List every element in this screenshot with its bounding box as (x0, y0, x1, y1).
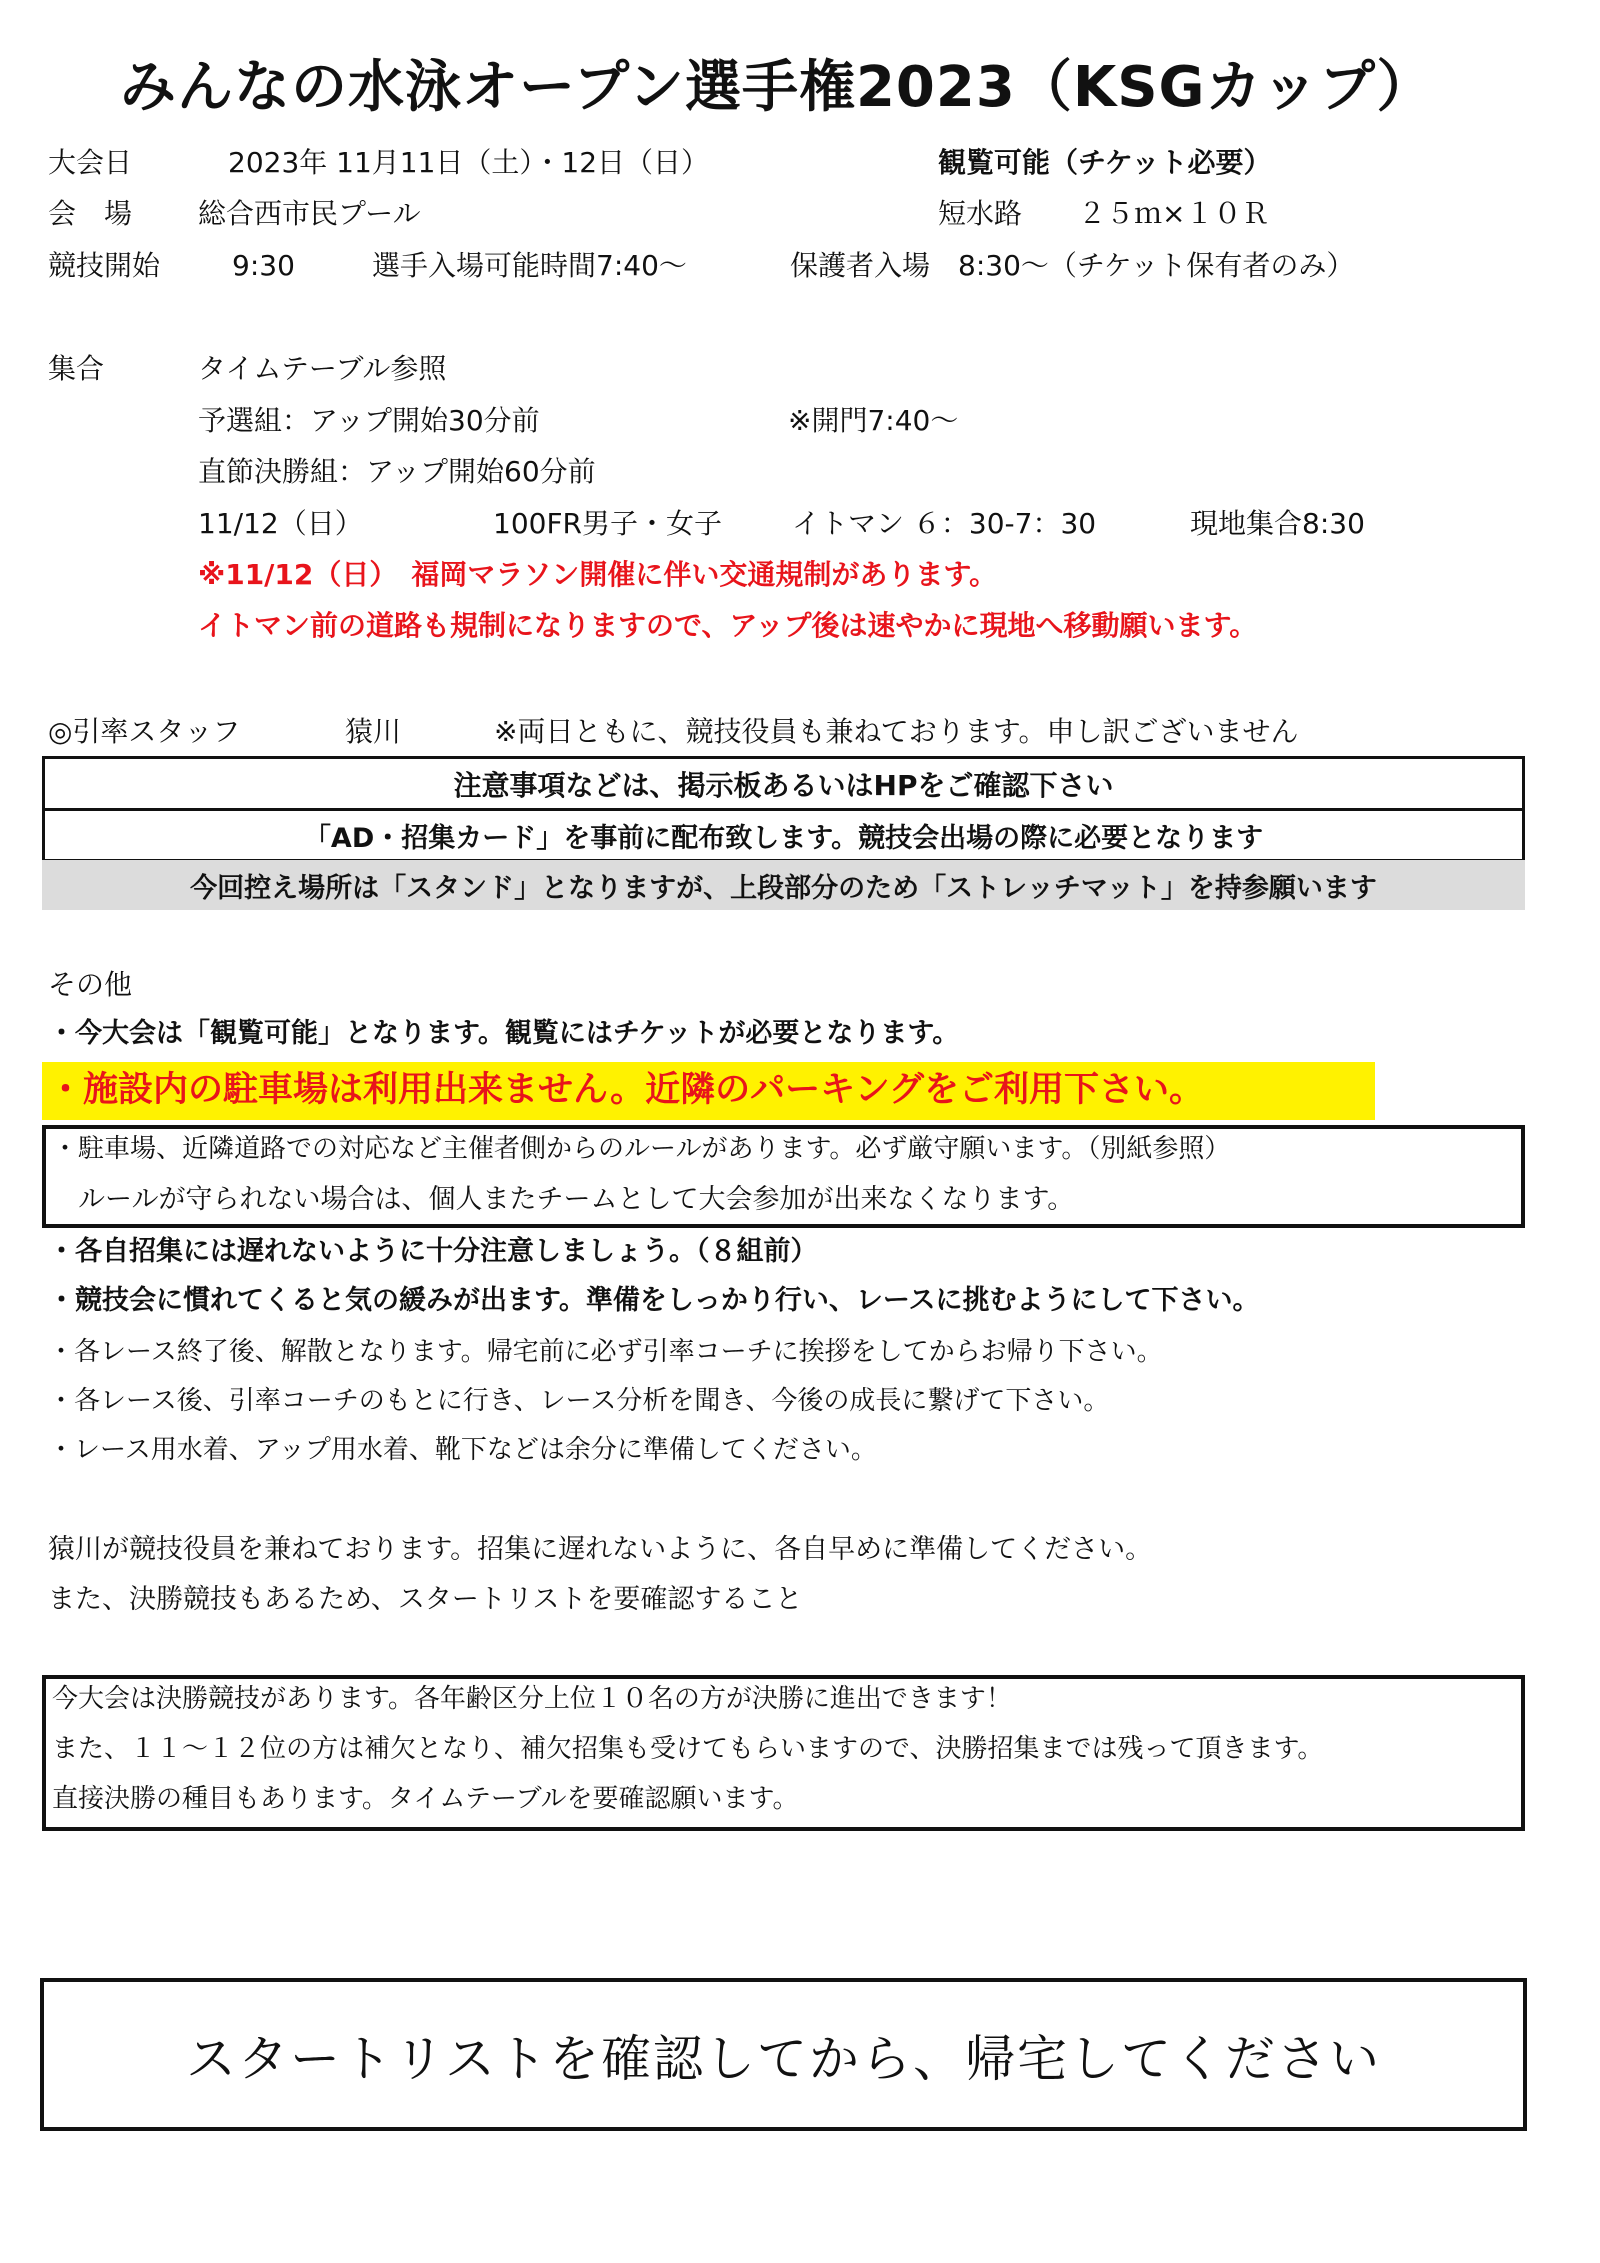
other-item-4: ・各レース後、引率コーチのもとに行き、レース分析を聞き、今後の成長に繋げて下さい。 (48, 1386, 1110, 1416)
traffic-warning-1: ※11/12（日） 福岡マラソン開催に伴い交通規制があります。 (198, 558, 998, 591)
date-value: 2023年 11月11日（土）・12日（日） (228, 146, 710, 179)
other-item-2: ・競技会に慣れてくると気の緩みが出ます。準備をしっかり行い、レースに挑むようにして下さい。 (48, 1285, 1260, 1316)
staff-name: 猿川 (345, 715, 402, 748)
staff-note: ※両日ともに、競技役員も兼ねております。申し訳ございません (494, 715, 1299, 748)
closing-line-1: 猿川が競技役員を兼ねております。招集に遅れないように、各自早めに準備してください。 (48, 1534, 1153, 1565)
closing-line-2: また、決勝競技もあるため、スタートリストを要確認すること (48, 1584, 803, 1615)
start-time: 9:30 (232, 249, 295, 282)
gate-open-time: ※開門7:40～ (788, 404, 959, 437)
venue-label: 会 場 (48, 197, 133, 230)
assembly-label: 集合 (48, 352, 105, 385)
other-item-1: ・各自招集には遅れないように十分注意しましょう。（８組前） (48, 1236, 818, 1267)
other-item-3: ・各レース終了後、解散となります。帰宅前に必ず引率コーチに挨拶をしてからお帰り下さい。 (48, 1337, 1163, 1367)
venue-value: 総合西市民プール (198, 197, 421, 230)
staff-label: ◎引率スタッフ (48, 715, 241, 748)
day12-itoman: イトマン ６：30-7：30 (792, 507, 1097, 540)
course-info: 短水路 ２５ｍ×１０Ｒ (938, 197, 1270, 230)
traffic-warning-2: イトマン前の道路も規制になりますので、アップ後は速やかに現地へ移動願います。 (198, 609, 1258, 642)
document-title: みんなの水泳オープン選手権2023（KSGカップ） (120, 55, 1434, 120)
finals-line-3: 直接決勝の種目もあります。タイムテーブルを要確認願います。 (52, 1784, 799, 1814)
date-label: 大会日 (48, 146, 133, 179)
notice-ad-card: 「AD・招集カード」を事前に配布致します。競技会出場の際に必要となります (42, 808, 1525, 862)
other-parking: ・施設内の駐車場は利用出来ません。近隣のパーキングをご利用下さい。 (48, 1070, 1205, 1110)
day12-meet: 現地集合8:30 (1190, 507, 1365, 540)
assembly-prelim: 予選組：アップ開始30分前 (198, 404, 540, 437)
other-item-5: ・レース用水着、アップ用水着、靴下などは余分に準備してください。 (48, 1435, 877, 1465)
athlete-entry-time: 選手入場可能時間7:40～ (372, 249, 687, 282)
other-label: その他 (48, 968, 133, 1001)
start-label: 競技開始 (48, 249, 161, 282)
notice-bulletin: 注意事項などは、掲示板あるいはHPをご確認下さい (42, 756, 1525, 811)
day12-label: 11/12（日） (198, 507, 363, 540)
other-viewing: ・今大会は「観覧可能」となります。観覧にはチケットが必要となります。 (48, 1018, 960, 1049)
footer-reminder: スタートリストを確認してから、帰宅してください (40, 1978, 1527, 2131)
viewing-note: 観覧可能（チケット必要） (938, 146, 1272, 179)
notice-standby: 今回控え場所は「スタンド」となりますが、上段部分のため「ストレッチマット」を持参願います (42, 860, 1525, 910)
assembly-timetable: タイムテーブル参照 (198, 352, 447, 385)
rules-line-1: ・駐車場、近隣道路での対応など主催者側からのルールがあります。必ず厳守願います。（別紙参照） (52, 1134, 1231, 1164)
day12-event: 100FR男子・女子 (493, 507, 723, 540)
finals-line-2: また、１１～１２位の方は補欠となり、補欠招集も受けてもらいますので、決勝招集までは残って頂きます。 (52, 1734, 1324, 1764)
guardian-entry-time: 保護者入場 8:30～（チケット保有者のみ） (790, 249, 1355, 282)
assembly-direct-final: 直節決勝組：アップ開始60分前 (198, 455, 596, 488)
rules-line-2: ルールが守られない場合は、個人またチームとして大会参加が出来なくなります。 (78, 1184, 1075, 1215)
finals-line-1: 今大会は決勝競技があります。各年齢区分上位１０名の方が決勝に進出できます！ (52, 1684, 1012, 1714)
